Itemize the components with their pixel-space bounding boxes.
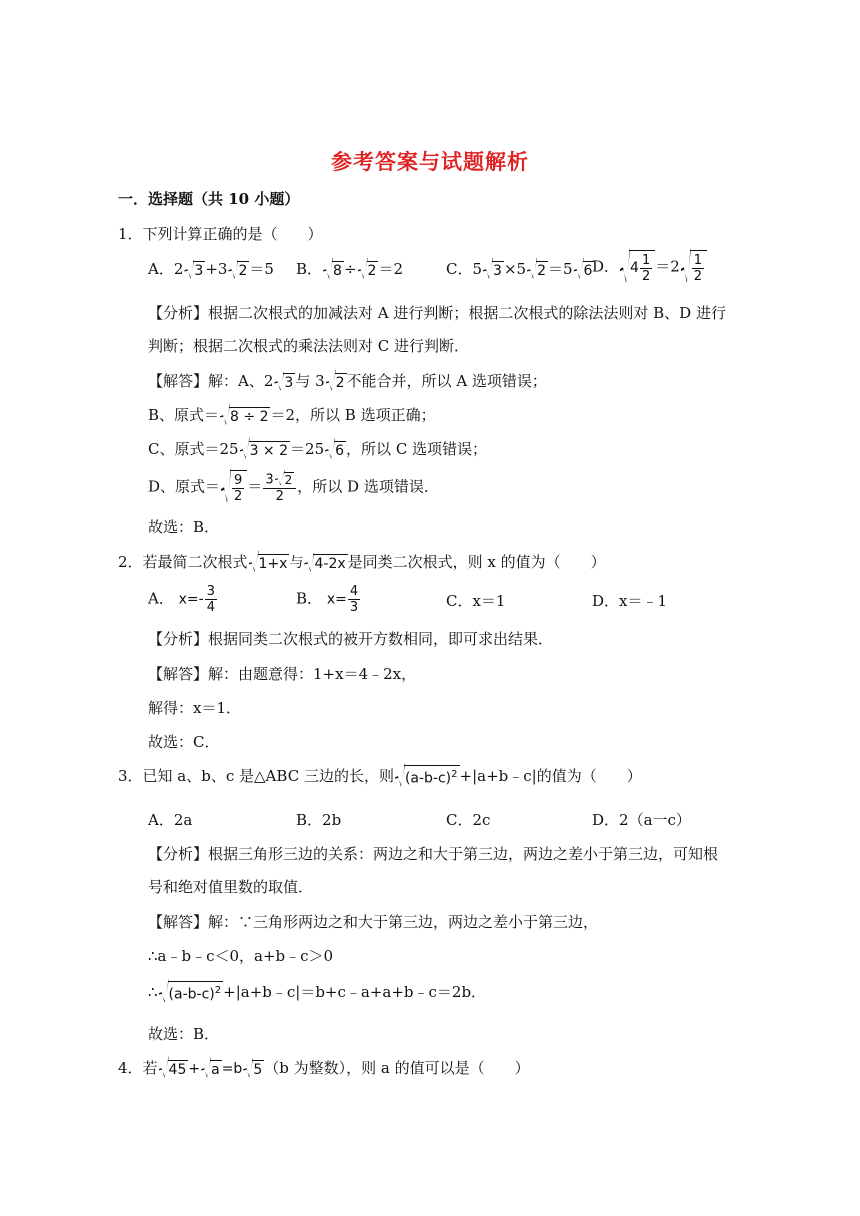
radical: 2 xyxy=(228,259,249,281)
q3-answer-line3: ∴ $(a-b-c)^2$ +|a+b﹣c|＝b+c﹣a+a+b﹣c＝2b． xyxy=(148,983,487,1003)
radical: 2 xyxy=(326,371,347,393)
q2-option-b: B． x= $\frac{4}{3}$ xyxy=(296,584,359,615)
q2-option-d: D．x＝﹣1 xyxy=(592,592,668,610)
radical: 5 xyxy=(243,1058,264,1080)
fraction: $\frac{1}{2}$ xyxy=(693,252,703,284)
q1-option-a: A．2 3 +3 2 ＝5 xyxy=(148,260,274,279)
radical: 1+x xyxy=(249,552,290,574)
radical: 6 xyxy=(325,439,346,461)
q1-answer-line1: 【解答】解：A、2 3 与 3 2 不能合并，所以 A 选项错误； xyxy=(148,372,547,391)
q1-choice: 故选：B． xyxy=(148,518,220,536)
fraction: $\frac{3 2}{2}$ xyxy=(263,472,296,504)
q3-option-d: D．2（a一c） xyxy=(592,811,691,829)
fraction: $\frac{1}{2}$ xyxy=(641,252,651,284)
q2-analysis: 【分析】根据同类二次根式的被开方数相同，即可求出结果． xyxy=(148,630,554,648)
fraction: $\frac{3}{4}$ xyxy=(206,584,215,615)
q1-answer-line2: B、原式＝ 8 ÷ 2 ＝2，所以 B 选项正确； xyxy=(148,406,436,425)
radical: $(a-b-c)^2$ xyxy=(395,765,460,789)
q1-stem: 1．下列计算正确的是（ ） xyxy=(118,225,323,243)
radical: 2 xyxy=(275,472,295,488)
radical: 4-2x xyxy=(304,552,347,574)
radical: 2 xyxy=(358,259,379,281)
fraction: $\frac{4}{3}$ xyxy=(349,584,359,615)
q2-solve: 解得：x＝1． xyxy=(148,699,242,717)
radical: 3 xyxy=(483,259,504,281)
radical xyxy=(221,470,247,505)
q2-choice: 故选：C． xyxy=(148,733,220,751)
q2-answer: 【解答】解：由题意得：1+x＝4﹣2x， xyxy=(148,665,417,683)
q3-answer-line2: ∴a﹣b﹣c＜0，a+b﹣c＞0 xyxy=(148,947,334,965)
q2-stem: 2．若最简二次根式 1+x 与 4-2x 是同类二次根式，则 x 的值为（ ） xyxy=(118,553,606,572)
q3-choice: 故选：B． xyxy=(148,1025,220,1043)
q1-option-a-label: A． xyxy=(148,260,174,278)
q2-option-a: A． x=- $\frac{3}{4}$ xyxy=(148,584,215,615)
radical: 45 xyxy=(159,1058,189,1080)
q3-option-b: B．2b xyxy=(296,811,342,829)
q3-stem: 3．已知 a、b、c 是△ABC 三边的长，则 $(a-b-c)^2$ +|a+b﹣c|的值为（ ） xyxy=(118,767,642,787)
page-title: 参考答案与试题解析 xyxy=(331,149,529,174)
radical: 3 xyxy=(184,259,205,281)
radical: 6 xyxy=(574,259,595,281)
q1-option-c: C．5 3 ×5 2 ＝5 6 xyxy=(446,260,593,279)
q1-analysis-line1: 【分析】根据二次根式的加减法对 A 进行判断；根据二次根式的除法法则对 B、D 进行 xyxy=(148,304,726,322)
q1-answer-line4: D、原式＝ $\frac{9}{2}$ ＝ $\frac{3 2}{2}$ ，所以 D 选项错误． xyxy=(148,472,439,504)
radical: 8 ÷ 2 xyxy=(220,405,270,427)
radical: 3 × 2 xyxy=(240,439,290,461)
section-heading: 一．选择题（共 10 小题） xyxy=(118,190,300,208)
radical: $(a-b-c)^2$ xyxy=(159,981,224,1005)
q3-answer-line1: 【解答】解：∵三角形两边之和大于第三边，两边之差小于第三边， xyxy=(148,913,599,931)
fraction: $\frac{9}{2}$ xyxy=(234,472,243,504)
q4-stem: 4．若 45 + a =b 5 （b 为整数），则 a 的值可以是（ ） xyxy=(118,1059,530,1078)
q1-option-d: D． 4 $\frac{1}{2}$ ＝2 $\frac{1}{2}$ xyxy=(592,250,707,285)
radical: a xyxy=(201,1058,222,1080)
q3-analysis-line1: 【分析】根据三角形三边的关系：两边之和大于第三边，两边之差小于第三边，可知根 xyxy=(148,845,719,863)
radical: 8 xyxy=(323,259,344,281)
radical: 2 xyxy=(527,259,548,281)
q3-option-c: C．2c xyxy=(446,811,491,829)
radical: 3 xyxy=(274,371,295,393)
q2-option-c: C．x＝1 xyxy=(446,592,506,610)
q1-answer-line3: C、原式＝25 3 × 2 ＝25 6 ，所以 C 选项错误； xyxy=(148,440,488,459)
q3-analysis-line2: 号和绝对值里数的取值． xyxy=(148,878,314,896)
radical: 4 $\frac{1}{2}$ xyxy=(620,250,655,285)
q1-analysis-line2: 判断；根据二次根式的乘法法则对 C 进行判断． xyxy=(148,337,470,355)
radical xyxy=(681,250,707,285)
q1-option-b: B． 8 ÷ 2 ＝2 xyxy=(296,260,403,279)
q3-option-a: A．2a xyxy=(148,811,193,829)
